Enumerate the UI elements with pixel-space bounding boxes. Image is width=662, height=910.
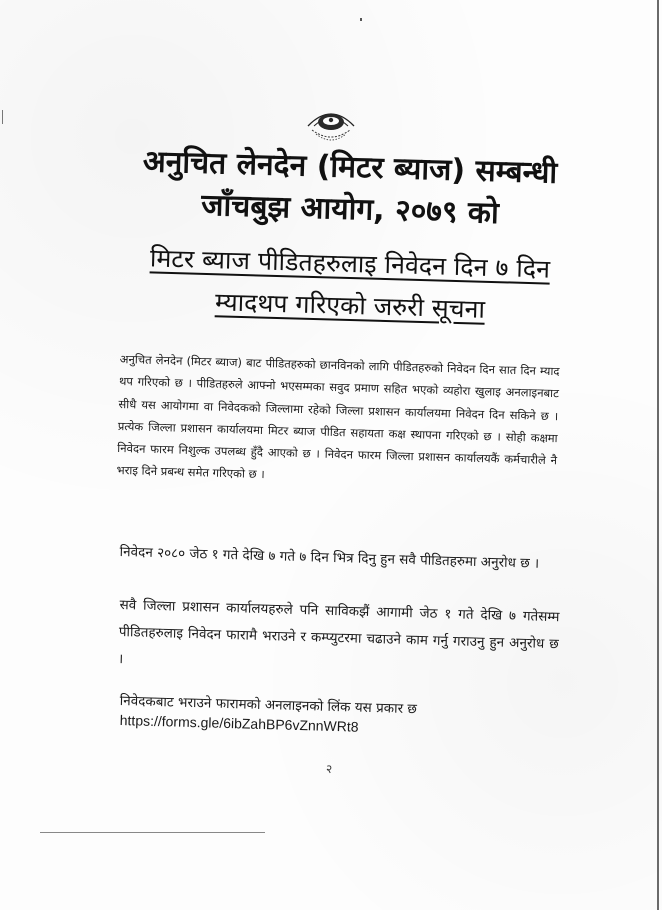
notice-subtitle-line-2: म्यादथप गरिएको जरुरी सूचना — [214, 287, 486, 324]
scan-speck — [360, 18, 362, 21]
government-emblem-icon — [300, 100, 362, 148]
form-link[interactable]: https://forms.gle/6ibZahBP6vZnnWRt8 — [119, 712, 359, 735]
notice-title-line-2: जाँचबुझ आयोग, २०७९ को — [200, 187, 500, 232]
notice-title-line-1: अनुचित लेनदेन (मिटर ब्याज) सम्बन्धी — [142, 144, 558, 191]
divider — [40, 832, 265, 833]
notice-paragraph-3: सवै जिल्ला प्रशासन कार्यालयहरुले पनि साविकझैं आगामी जेठ १ गते देखि ७ गतेसम्म पीडितहरुलाइ निवेदन फारामै भराउने र कम्प्युटरमा चढाउने काम गर्नु गराउनु हुन अनुरोध छ । — [117, 596, 560, 668]
scan-mark — [2, 110, 3, 124]
link-intro-text: निवेदकबाट भराउने फारामको अनलाइनको लिंक यस प्रकार छ — [119, 692, 418, 718]
notice-paragraph-2: निवेदन २०८० जेठ १ गते देखि ७ गते ७ दिन भित्र दिनु हुन सवै पीडितहरुमा अनुरोध छ । — [119, 543, 540, 572]
page-number: २ — [326, 762, 333, 776]
notice-paragraph-1: अनुचित लेनदेन (मिटर ब्याज) बाट पीडितहरुको छानविनको लागि पीडितहरुको निवेदन दिन सात दिन म्याद थप गरिएको छ । पीडितहरुले आफ्नो भएसम्मका सवुद प्रमाण सहित भएको व्यहोरा खुलाइ अनलाइनबाट सीधै यस आयोगमा वा निवेदकको जिल्लामा रहेको जिल्ला प्रशासन कार्यालयमा निवेदन दिन सकिने छ । प्रत्येक जिल्ला प्रशासन कार्यालयमा मिटर ब्याज पीडित सहायता कक्ष स्थापना गरिएको छ । सोही कक्षमा निवेदन फारम निशुल्क उपलब्ध हुँदै आएको छ । निवेदन फारम जिल्ला प्रशासन कार्यालयकैं कर्मचारीले नै भराइ दिने प्रबन्ध समेत गरिएको छ । — [116, 351, 560, 482]
scan-edge-line — [657, 0, 659, 910]
notice-subtitle-line-1: मिटर ब्याज पीडितहरुलाइ निवेदन दिन ७ दिन — [149, 243, 551, 284]
